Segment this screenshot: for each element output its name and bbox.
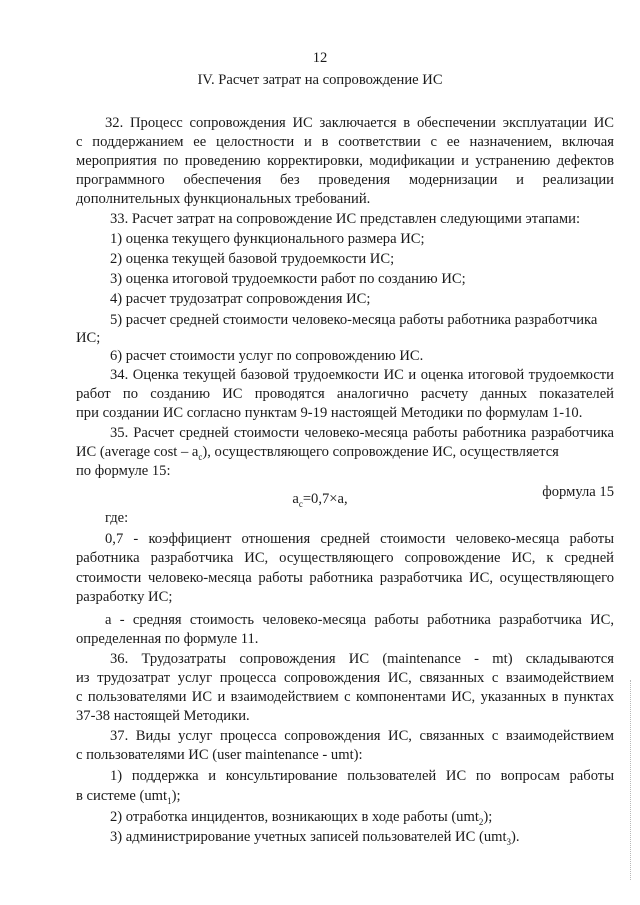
paragraph-line: ИС; [76,330,101,346]
subscript: c [298,498,303,509]
text-fragment: в системе (umt [76,788,168,804]
paragraph-line: по формуле 15: [76,463,171,479]
paragraph-line: разработку ИС; [76,589,173,605]
paragraph-line: из трудозатрат услуг процесса сопровождения ИС, связанных с взаимодействием [76,670,614,686]
text-fragment: ); [483,809,493,825]
paragraph-line: 0,7 - коэффициент отношения средней стоимости человеко-месяца работы [105,531,614,547]
text-fragment: ), осуществляющего сопровождение ИС, осуществляется [202,444,559,460]
list-item: 1) оценка текущего функционального размера ИС; [110,231,425,247]
scan-margin-mark [630,680,635,880]
section-title: IV. Расчет затрат на сопровождение ИС [197,72,443,88]
paragraph-line: 34. Оценка текущей базовой трудоемкости ИС и оценка итоговой трудоемкости [110,367,614,383]
subscript: c [198,451,203,462]
list-item: 5) расчет средней стоимости человеко-месяца работы работника разработчика [110,312,598,328]
paragraph-line: мероприятия по проведению корректировки, модификации и устранению дефектов [76,153,614,169]
paragraph-line: с пользователями ИС (user maintenance - umt): [76,747,363,763]
paragraph-line: где: [105,510,129,526]
text-fragment: 2) отработка инцидентов, возникающих в ходе работы (umt [110,809,479,825]
paragraph-line: а - средняя стоимость человеко-месяца работы работника разработчика ИС, [105,612,614,628]
paragraph-line: с поддержанием ее целостности и в соответствии с ее назначением, включая [76,134,614,150]
list-item: 3) оценка итоговой трудоемкости работ по созданию ИС; [110,271,466,287]
paragraph-line: определенная по формуле 11. [76,631,259,647]
list-item: 4) расчет трудозатрат сопровождения ИС; [110,291,371,307]
paragraph-line: работника разработчика ИС, осуществляющего сопровождение ИС, к средней [76,550,614,566]
list-item: 6) расчет стоимости услуг по сопровождению ИС. [110,348,424,364]
paragraph-line: дополнительных функциональных требований. [76,191,371,207]
paragraph-line: с пользователями ИС и взаимодействием с компонентами ИС, указанных в пунктах [76,689,614,705]
formula-label: формула 15 [542,484,614,500]
paragraph-line: 32. Процесс сопровождения ИС заключается в обеспечении эксплуатации ИС [105,115,614,131]
subscript: 1 [167,795,172,806]
paragraph-line: программного обеспечения без проведения модернизации и реализации [76,172,614,188]
subscript: 3 [506,836,512,847]
list-item [110,828,614,851]
text-fragment: ИС (average cost – a [76,444,199,460]
formula-rhs: =0,7×a, [302,491,348,507]
formula-var: a [292,491,299,507]
list-item: 2) оценка текущей базовой трудоемкости ИС; [110,251,395,267]
paragraph-line: 35. Расчет средней стоимости человеко-месяца работы работника разработчика [110,425,614,441]
list-item: 1) поддержка и консультирование пользователей ИС по вопросам работы [110,768,614,784]
paragraph-line: 33. Расчет затрат на сопровождение ИС представлен следующими этапами: [110,211,580,227]
list-item-continuation [76,787,614,810]
paragraph-line: при создании ИС согласно пунктам 9-19 настоящей Методики по формулам 1-10. [76,405,583,421]
subscript: 2 [478,816,484,827]
text-fragment: 3) администрирование учетных записей пользователей ИС (umt [110,829,507,845]
paragraph-line: 37-38 настоящей Методики. [76,708,250,724]
text-fragment: ); [171,788,181,804]
page-number: 12 [312,50,328,66]
paragraph-line: 36. Трудозатраты сопровождения ИС (maintenance - mt) складываются [110,651,614,667]
text-fragment: ). [511,829,520,845]
paragraph-line: 37. Виды услуг процесса сопровождения ИС, связанных с взаимодействием [110,728,614,744]
paragraph-line: работ по созданию ИС проводятся аналогично расчету данных показателей [76,386,614,402]
paragraph-line: стоимости человеко-месяца работы работника разработчика ИС, осуществляющего [76,570,614,586]
